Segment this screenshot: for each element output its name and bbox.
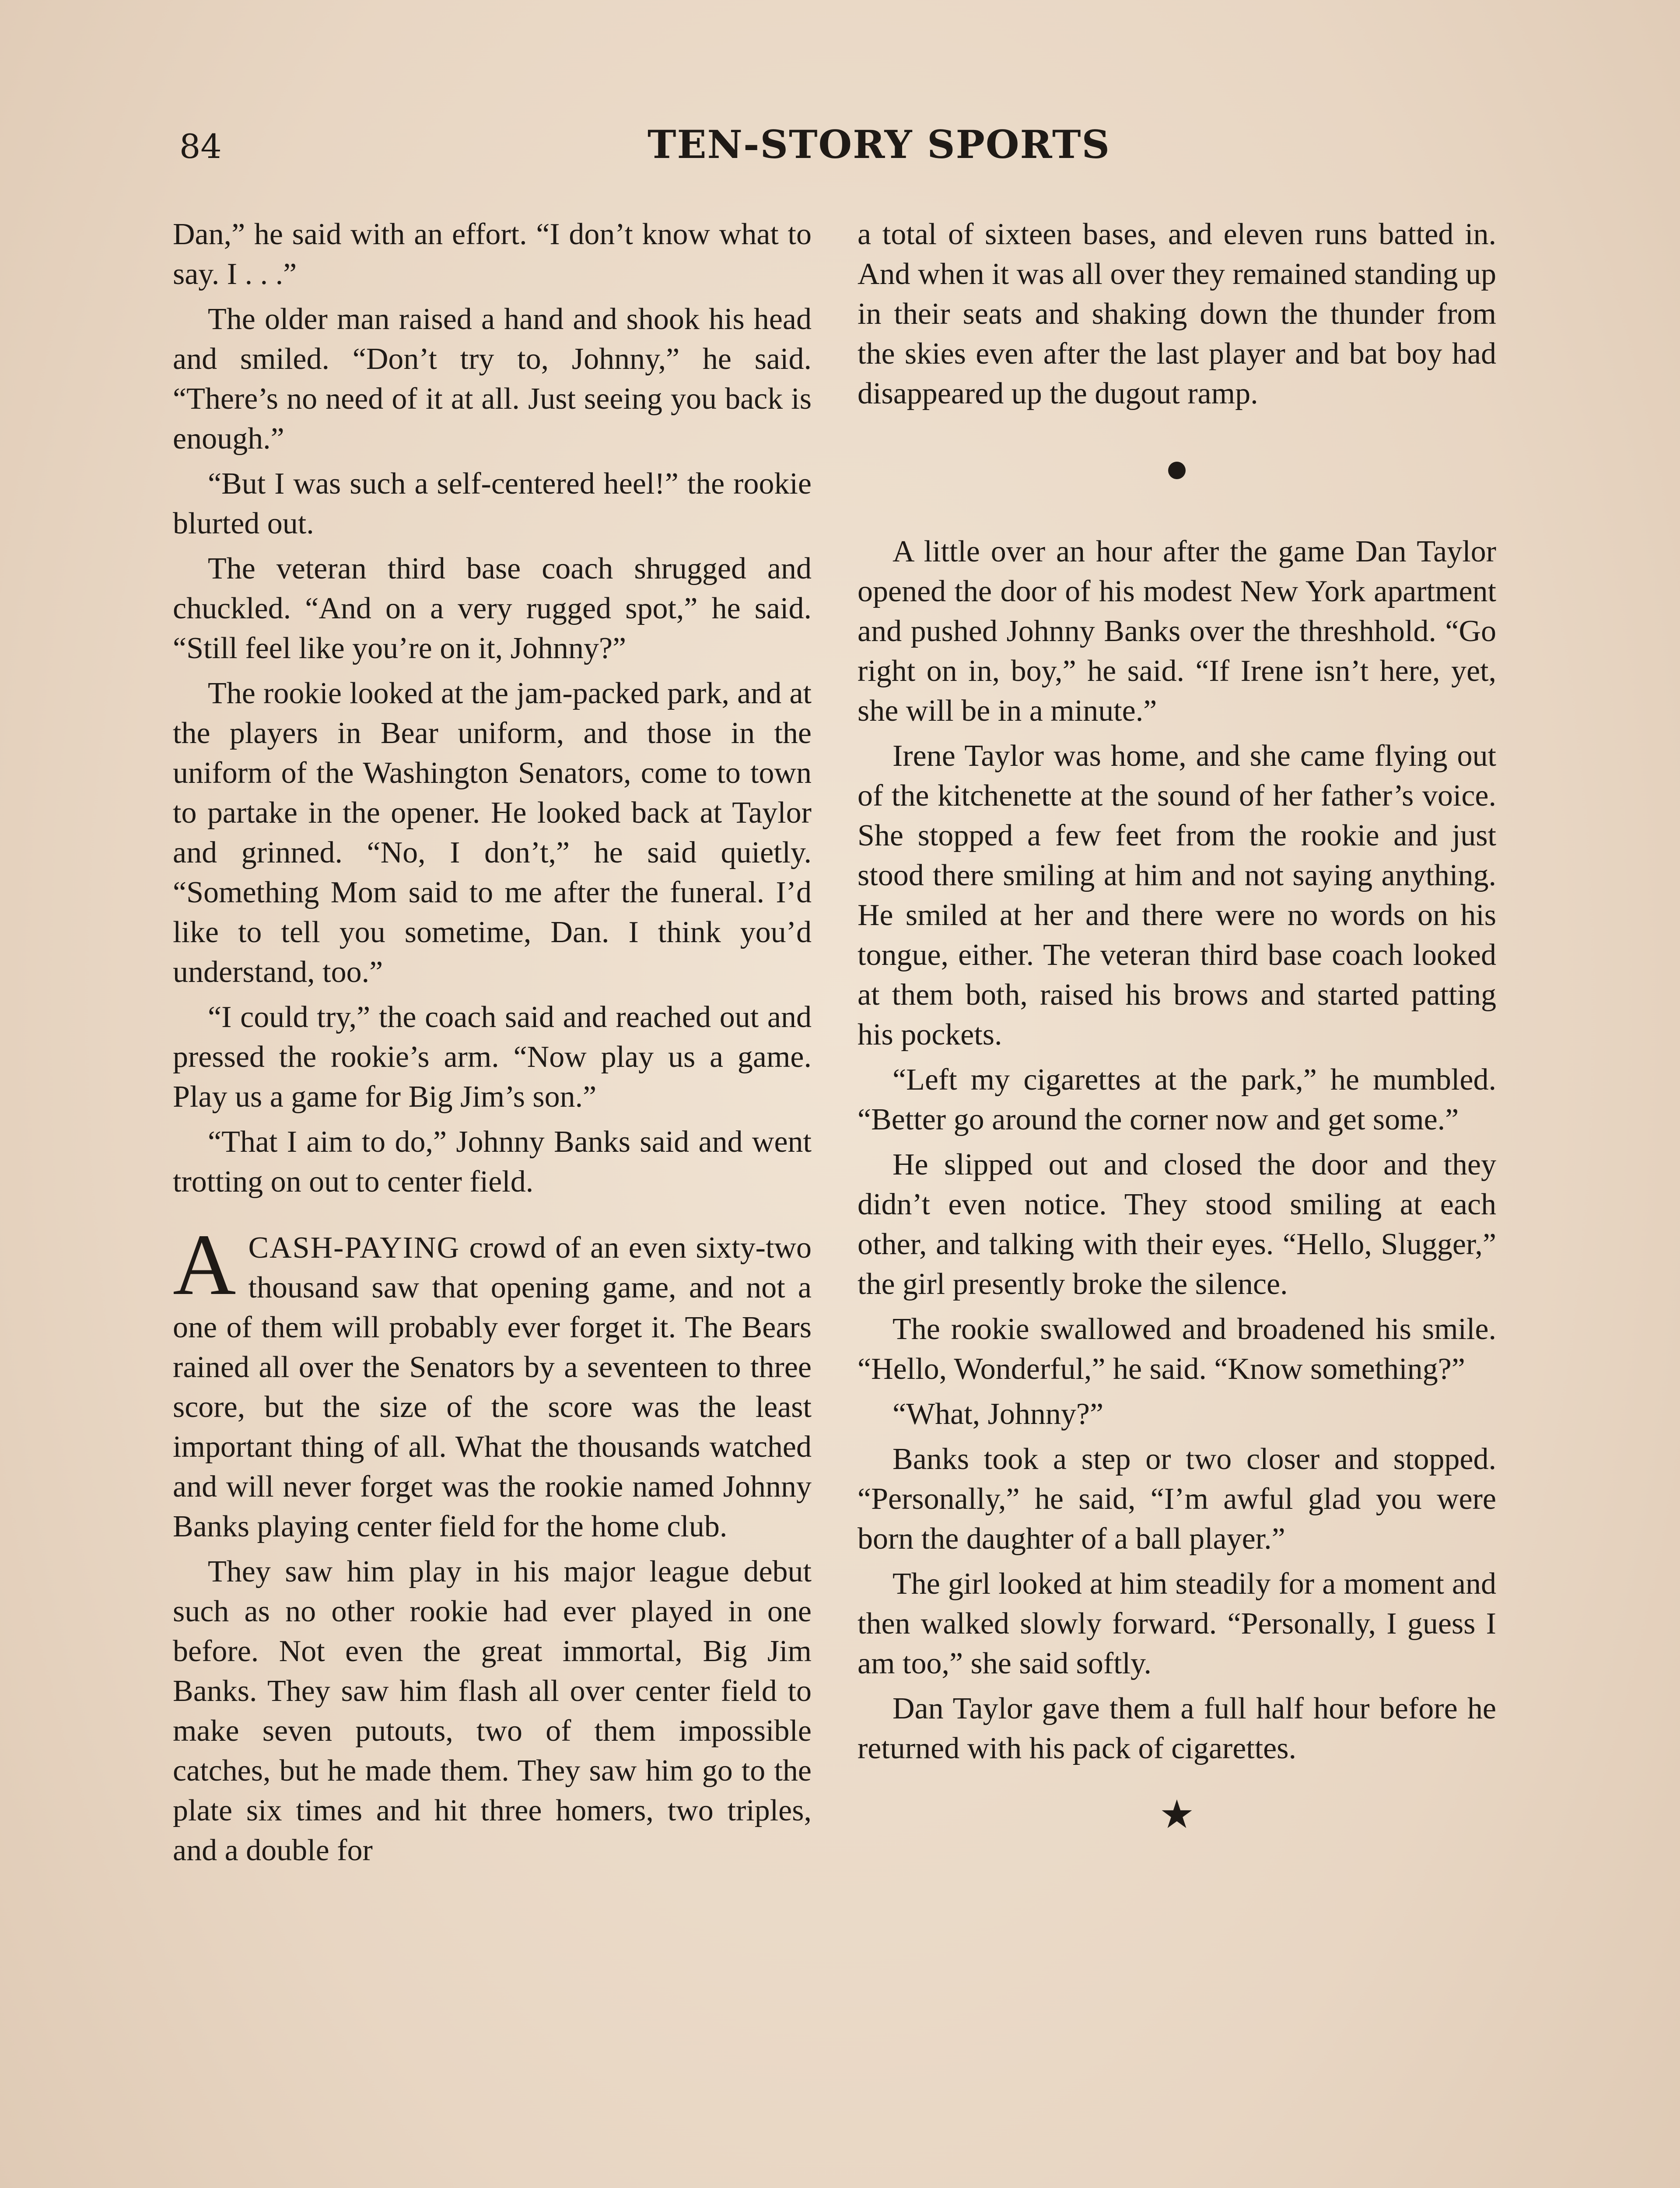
paragraph: The rookie swallowed and broadened his smile. “Hello, Wonderful,” he said. “Know something?” [858, 1312, 1496, 1386]
section-opening-paragraph [173, 1217, 812, 1546]
paragraph: The rookie looked at the jam-packed park, and at the players in Bear uniform, and those in the uniform of the Washington Senators, come to town to partake in the opener. He looked back at Taylor and grinned. “No, I don’t,” he said quietly. “Something Mom said to me after the funeral. I’d like to tell you sometime, Dan. I think you’d understand, too.” [173, 677, 812, 989]
paragraph: “I could try,” the coach said and reached out and pressed the rookie’s arm. “Now play us a game. Play us a game for Big Jim’s son.” [173, 1000, 812, 1114]
running-title: TEN-STORY SPORTS [648, 122, 1111, 167]
paragraph: The girl looked at him steadily for a moment and then walked slowly forward. “Personally, I guess I am too,” she said softly. [858, 1567, 1496, 1680]
right-column [858, 214, 1496, 1837]
left-column [173, 214, 812, 1876]
paragraph: “But I was such a self-centered heel!” the rookie blurted out. [173, 467, 812, 540]
lead-caps: CASH-PAYING [248, 1231, 460, 1265]
paragraph: Dan,” he said with an effort. “I don’t know what to say. I . . .” [173, 217, 812, 291]
paragraph: Irene Taylor was home, and she came flying out of the kitchenette at the sound of her father’s voice. She stopped a few feet from the rookie and just stood there smiling at him and not saying anything. He smiled at her and there were no words on his tongue, either. The veteran third base coach looked at them both, raised his brows and started patting his pockets. [858, 739, 1496, 1052]
paragraph: They saw him play in his major league debut such as no other rookie had ever played in one before. Not even the great immortal, Big Jim Banks. They saw him flash all over center field to make seven putouts, two of them impossible catches, but he made them. They saw him go to the plate six times and hit three homers, two triples, and a double for [173, 1555, 812, 1867]
page-number: 84 [179, 127, 222, 166]
paragraph: The veteran third base coach shrugged and chuckled. “And on a very rugged spot,” he said. “Still feel like you’re on it, Johnny?” [173, 552, 812, 665]
paragraph-text: crowd of an even sixty-two thousand saw that opening game, and not a one of them will probably ever forget it. The Bears rained all over the Senators by a seventeen to three score, but the size of the score was the least important thing of all. What the thousands watched and will never forget was the rookie named Johnny Banks playing center field for the home club. [173, 1231, 812, 1543]
page-header [179, 118, 1514, 179]
paragraph: a total of sixteen bases, and eleven runs batted in. And when it was all over they remained standing up in their seats and shaking down the thunder from the skies even after the last player and bat boy had disappeared up the dugout ramp. [858, 217, 1496, 410]
paragraph: He slipped out and closed the door and they didn’t even notice. They stood smiling at each other, and talking with their eyes. “Hello, Slugger,” the girl presently broke the silence. [858, 1148, 1496, 1301]
paragraph: “Left my cigarettes at the park,” he mumbled. “Better go around the corner now and get some.” [858, 1063, 1496, 1136]
paragraph: “That I aim to do,” Johnny Banks said and went trotting on out to center field. [173, 1125, 812, 1199]
drop-cap: A [173, 1217, 236, 1313]
paragraph: The older man raised a hand and shook his head and smiled. “Don’t try to, Johnny,” he said. “There’s no need of it at all. Just seeing you back is enough.” [173, 302, 812, 456]
section-break-dot [1168, 462, 1186, 479]
paragraph: Dan Taylor gave them a full half hour before he returned with his pack of cigarettes. [858, 1692, 1496, 1765]
paragraph: A little over an hour after the game Dan Taylor opened the door of his modest New York apartment and pushed Johnny Banks over the threshhold. “Go right on in, boy,” he said. “If Irene isn’t here, yet, she will be in a minute.” [858, 535, 1496, 728]
paragraph: Banks took a step or two closer and stopped. “Personally,” he said, “I’m awful glad you were born the daughter of a ball player.” [858, 1442, 1496, 1556]
paragraph: “What, Johnny?” [892, 1397, 1104, 1431]
end-star-icon: ★ [1159, 1792, 1195, 1837]
